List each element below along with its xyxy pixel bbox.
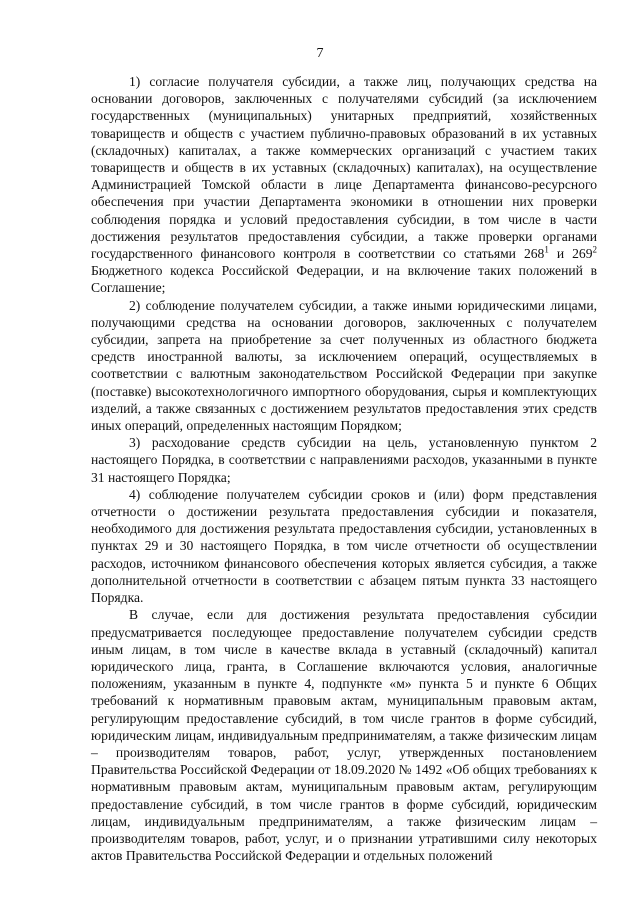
paragraph-consent [91, 73, 597, 297]
paragraph-text: Бюджетного кодекса Российской Федерации, и на включение таких положений в Соглашение; [91, 263, 597, 296]
paragraph-reporting: 4) соблюдение получателем субсидии сроков и (или) форм представления отчетности о достижении результата предоставления субсидии и показателя, необходимого для достижения результата предоставления субсидии, установленных в пунктах 29 и 30 настоящего Порядка, в том числе отчетности об осуществлении расходов, источником финансового обеспечения которых является субсидия, а также дополнительной отчетности в соответствии с абзацем пятым пункта 33 настоящего Порядка. [91, 486, 597, 606]
document-body [91, 73, 597, 864]
paragraph-further-provision: В случае, если для достижения результата предоставления субсидии предусматривается последующее предоставление получателем субсидии средств иным лицам, в том числе в качестве вклада в уставный (складочный) капитал юридического лица, гранта, в Соглашение включаются условия, аналогичные положениям, указанным в пункте 4, подпункте «м» пункта 5 и пункте 6 Общих требований к нормативным правовым актам, муниципальным правовым актам, регулирующим предоставление субсидий, в том числе грантов в форме субсидий, юридическим лицам, индивидуальным предпринимателям, а также физическим лицам – производителям товаров, работ, услуг, утвержденных постановлением Правительства Российской Федерации от 18.09.2020 № 1492 «Об общих требованиях к нормативным правовым актам, муниципальным правовым актам, регулирующим предоставление субсидий, в том числе грантов в форме субсидий, юридическим лицам, индивидуальным предпринимателям, а также физическим лицам – производителям товаров, работ, услуг, и о признании утратившими силу некоторых актов Правительства Российской Федерации и отдельных положений [91, 607, 597, 864]
superscript: 2 [592, 244, 597, 255]
paragraph-spending: 3) расходование средств субсидии на цель, установленную пунктом 2 настоящего Порядка, в соответствии с направлениями расходов, указанными в пункте 31 настоящего Порядка; [91, 435, 597, 485]
paragraph-text: и 269 [548, 246, 593, 262]
page-number: 7 [316, 46, 324, 61]
paragraph-currency-prohibition: 2) соблюдение получателем субсидии, а также иными юридическими лицами, получающими средства на основании договоров, заключенных с получателем субсидии, запрета на приобретение за счет полученных из областного бюджета средств иностранной валюты, за исключением операций, осуществляемых в соответствии с валютным законодательством Российской Федерации при закупке (поставке) высокотехнологичного импортного оборудования, сырья и комплектующих изделий, а также связанных с достижением результатов предоставления этих средств иных операций, определенных настоящим Порядком; [91, 297, 597, 434]
superscript: 1 [544, 244, 549, 255]
paragraph-text: 1) согласие получателя субсидии, а также лиц, получающих средства на основании договоров, заключенных с получателями субсидий (за исключением государственных (муниципальных) унитарных предприятий, хозяйственных товариществ и обществ с участием публично-правовых образований в их уставных (складочных) капиталах, а также коммерческих организаций с участием таких товариществ и обществ в их уставных (складочных) капиталах), на осуществление Администрацией Томской области в лице Департамента финансово-ресурсного обеспечения при участии Департамента экономики в отношении них проверки соблюдения порядка и условий предоставления субсидии, в том числе в части достижения результатов предоставления субсидии, а также проверки органами государственного финансового контроля в соответствии со статьями 268 [91, 74, 597, 262]
